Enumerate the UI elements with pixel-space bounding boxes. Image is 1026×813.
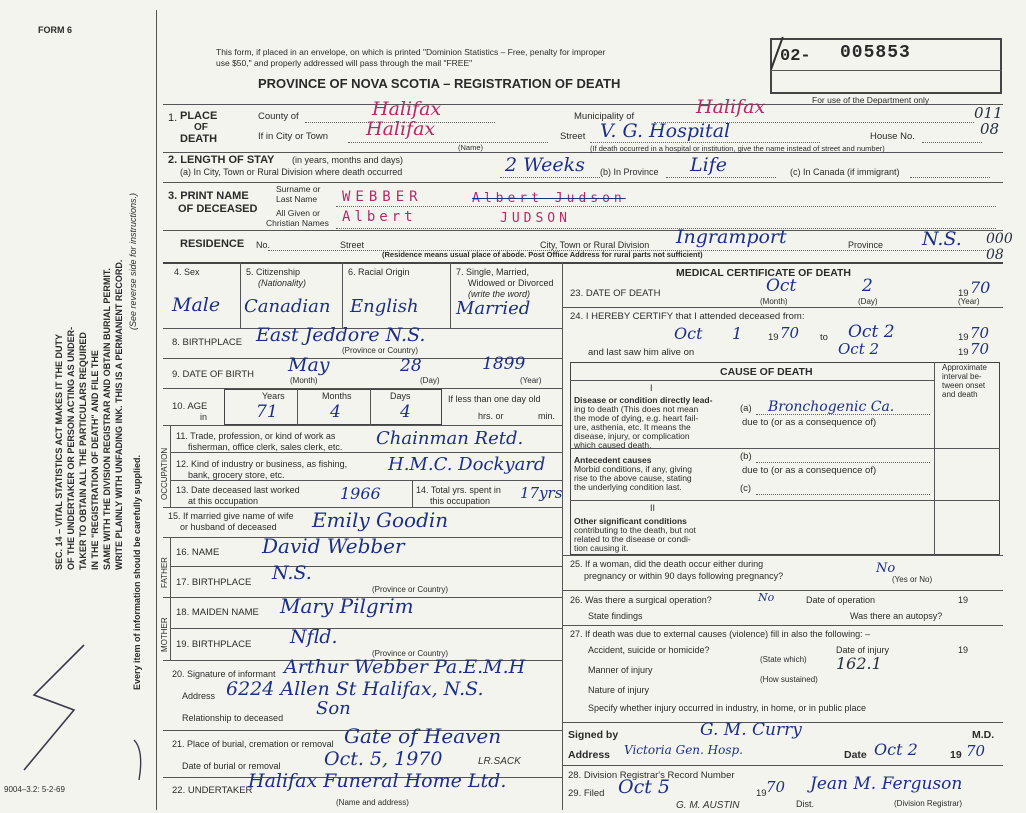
col-rule-c: [450, 262, 451, 328]
dept-code-4: 08: [986, 247, 1004, 263]
dob-day: 28: [400, 356, 422, 376]
death-date-label: 23. DATE OF DEATH: [570, 288, 661, 299]
father-birthplace-value: N.S.: [272, 562, 312, 584]
specify-label: Specify whether injury occurred in industry, in home, or in public place: [588, 703, 866, 713]
signature-address-value: Victoria Gen. Hosp.: [624, 743, 743, 757]
struck-name-value: Albert Judson: [472, 191, 626, 206]
stay-label: 2. LENGTH OF STAY: [168, 154, 275, 166]
months-label: Months: [322, 391, 352, 401]
last-saw-value: Oct 2: [838, 340, 880, 358]
surgery-date-label: Date of operation: [806, 595, 876, 605]
years-label: Years: [262, 391, 285, 401]
stay-a-line: [500, 177, 600, 178]
industry-value: H.M.C. Dockyard: [388, 454, 546, 475]
rule-r-27: [562, 625, 1003, 626]
burial-date-value: Oct. 5, 1970: [324, 748, 443, 770]
name-label-2: OF DECEASED: [178, 203, 258, 215]
last-worked-label-2: at this occupation: [188, 496, 259, 506]
parent-side-rule: [170, 537, 171, 661]
registrar-signature: Jean M. Ferguson: [810, 774, 963, 794]
burial-place-label: 21. Place of burial, cremation or removal: [172, 739, 334, 749]
spouse-label: 15. If married give name of wife: [168, 511, 294, 521]
occupation-side-label: OCCUPATION: [160, 447, 169, 500]
spouse-label-2: or husband of deceased: [180, 522, 277, 532]
informant-label: 20. Signature of informant: [172, 669, 276, 679]
signature-date-value: Oct 2: [874, 740, 918, 759]
birthplace-value: East Jeddore N.S.: [256, 324, 426, 346]
other-label-2: contributing to the death, but not: [574, 525, 696, 535]
undertaker-sub: (Name and address): [336, 798, 409, 807]
form-number: FORM 6: [38, 25, 73, 35]
age-years: 71: [256, 402, 278, 422]
residence-city-value: Ingramport: [676, 226, 787, 248]
medical-title: MEDICAL CERTIFICATE OF DEATH: [676, 267, 851, 279]
county-value: Halifax: [372, 98, 442, 120]
mail-note-1: This form, if placed in an envelope, on which is printed "Dominion Statistics – Free, penalty for improper: [216, 47, 606, 57]
age-grid-v1: [297, 389, 298, 425]
dob-year-sub: (Year): [520, 376, 542, 385]
col-rule-a: [240, 262, 241, 328]
racial-value: English: [350, 296, 419, 317]
informant-address-label: Address: [182, 691, 216, 701]
min-label: min.: [538, 411, 556, 421]
father-birthplace-label: 17. BIRTHPLACE: [176, 577, 252, 588]
given-value-1: Albert: [342, 209, 417, 225]
trade-label: 11. Trade, profession, or kind of work as: [176, 431, 336, 441]
other-label-4: tion causing it.: [574, 543, 629, 553]
name-label-1: 3. PRINT NAME: [168, 190, 249, 202]
mother-side-label: MOTHER: [160, 617, 169, 652]
sex-value: Male: [172, 294, 221, 316]
street-label: Street: [560, 131, 586, 142]
pregnancy-label-2: pregnancy or within 90 days following pregnancy?: [584, 571, 784, 581]
surgery-label: 26. Was there a surgical operation?: [570, 595, 712, 605]
rule-name-top: [163, 182, 1003, 183]
father-side-label: FATHER: [160, 557, 169, 588]
father-birthplace-sub: (Province or Country): [372, 585, 449, 594]
death-date-year-prefix: 19: [958, 288, 969, 299]
occupation-side-rule: [170, 425, 171, 507]
father-name-label: 16. NAME: [176, 547, 220, 558]
death-year-sub: (Year): [958, 297, 980, 306]
dist-label: Dist.: [796, 799, 814, 809]
findings-label: State findings: [588, 611, 643, 621]
dept-code-3: 000: [986, 231, 1013, 247]
given-label: All Given or: [276, 208, 320, 218]
sidebar-line-8: Every item of information should be carefully supplied.: [132, 454, 142, 690]
residence-no-label: No.: [256, 240, 271, 250]
stay-a-label: (a) In City, Town or Rural Division where death occurred: [180, 167, 403, 177]
interval-label-3: tween onset: [942, 381, 986, 390]
industry-label: 12. Kind of industry or business, as fishing,: [176, 459, 348, 469]
disease-label-3: the mode of dying, e.g. heart fail-: [574, 413, 699, 423]
manner-code: 162.1: [836, 654, 882, 673]
rule-r-26: [562, 590, 1003, 591]
cause-c-line: [756, 494, 930, 495]
citizenship-value: Canadian: [244, 296, 331, 317]
total-years-label: 14. Total yrs. spent in: [416, 485, 501, 495]
marital-label-2: Widowed or Divorced: [468, 278, 554, 288]
certify-from-month: Oct: [674, 324, 703, 343]
birthplace-sub: (Province or Country): [342, 346, 419, 355]
stay-c-line: [910, 177, 990, 178]
cause-a-label: (a): [740, 403, 752, 414]
dob-month: May: [288, 354, 330, 376]
surname-value: WEBBER: [342, 189, 423, 205]
signature-address-label: Address: [568, 749, 611, 761]
certify-from-year-prefix: 19: [768, 332, 779, 343]
mail-note-2: use $50," and properly addressed will pass through the mail "FREE": [216, 58, 473, 68]
pregnancy-value: No: [876, 561, 896, 576]
total-years-label-2: this occupation: [430, 496, 491, 506]
rule-row-19: [170, 628, 562, 629]
cause-title-rule: [570, 380, 934, 381]
mother-birthplace-label: 19. BIRTHPLACE: [176, 639, 252, 650]
cause-b-line: [756, 462, 930, 463]
margin-pencil-mark: [14, 640, 164, 790]
external-label: 27. If death was due to external causes (violence) fill in also the following: –: [570, 629, 871, 639]
city-line: [348, 142, 548, 143]
last-worked-label: 13. Date deceased last worked: [176, 485, 300, 495]
relationship-value: Son: [316, 698, 351, 719]
stay-b-value: Life: [690, 154, 727, 176]
given-label-2: Christian Names: [266, 218, 329, 228]
footer-form-code: 9004–3.2: 5-2-69: [4, 785, 65, 794]
sidebar-line-7: (See reverse side for instructions.): [128, 192, 138, 330]
rule-center-divider: [562, 262, 563, 810]
dept-use-label: For use of the Department only: [812, 95, 930, 105]
father-name-value: David Webber: [262, 534, 405, 558]
stay-sub: (in years, months and days): [292, 155, 404, 165]
injury-date-label: Date of injury: [836, 645, 890, 655]
surgery-year-prefix: 19: [958, 595, 969, 605]
undertaker-value: Halifax Funeral Home Ltd.: [248, 770, 507, 792]
dob-year: 1899: [482, 354, 526, 374]
interval-label-1: Approximate: [942, 363, 987, 372]
disease-label-5: disease, injury, or complication: [574, 431, 690, 441]
hospital-note: (If death occurred in a hospital or institution, give the name instead of street and number): [590, 144, 885, 153]
trade-value: Chainman Retd.: [376, 428, 524, 449]
citizenship-label: 5. Citizenship: [246, 267, 301, 277]
other-label-3: related to the disease or condi-: [574, 534, 691, 544]
signed-by-label: Signed by: [568, 729, 619, 741]
disease-label-6: which caused death.: [574, 440, 652, 450]
stay-b-label: (b) In Province: [600, 167, 659, 177]
filed-year: 70: [766, 778, 786, 796]
dept-code-2: 08: [980, 120, 1000, 138]
age-grid-v2: [370, 389, 371, 425]
residence-note: (Residence means usual place of abode. Post Office Address for rural parts not sufficient): [382, 250, 703, 259]
injury-year-prefix: 19: [958, 645, 969, 655]
residence-province-value: N.S.: [922, 228, 962, 250]
hrs-label: hrs. or: [478, 411, 504, 421]
given-value-2: JUDSON: [500, 211, 571, 226]
signature-year-value: 70: [966, 742, 986, 760]
reg-box-divider: [770, 70, 1002, 71]
cause-a-value: Bronchogenic Ca.: [768, 399, 895, 415]
sidebar-line-1: SEC. 14 – VITAL STATISTICS ACT MAKES IT THE DUTY: [54, 333, 64, 570]
certify-from-day: 1: [732, 324, 743, 343]
burial-place-value: Gate of Heaven: [344, 724, 502, 748]
cause-rule-ii: [570, 500, 1000, 501]
county-label: County of: [258, 111, 299, 122]
given-line: [336, 228, 996, 229]
rule-r-28: [562, 765, 1003, 766]
death-date-day: 2: [862, 276, 873, 296]
street-value: V. G. Hospital: [600, 120, 731, 142]
last-saw-label: and last saw him alive on: [588, 347, 695, 358]
interval-label-4: and death: [942, 390, 978, 399]
rule-r-25: [562, 555, 1003, 556]
certify-label: 24. I HEREBY CERTIFY that I attended deceased from:: [570, 311, 805, 322]
house-label: House No.: [870, 131, 915, 142]
registrar-sub: (Division Registrar): [894, 799, 963, 808]
municipality-label: Municipality of: [574, 111, 635, 122]
city-value: Halifax: [366, 118, 436, 140]
place-of-label: OF: [194, 122, 208, 133]
rule-body-top: [163, 262, 1003, 264]
disease-label-2: ing to death (This does not mean: [574, 404, 699, 414]
other-label-1: Other significant conditions: [574, 516, 687, 526]
signed-by-value: G. M. Curry: [700, 720, 802, 740]
citizenship-sub: (Nationality): [258, 278, 307, 288]
death-date-year: 70: [970, 278, 991, 297]
last-saw-year: 70: [970, 340, 990, 358]
cause-interval-rule: [934, 362, 935, 555]
death-day-sub: (Day): [858, 297, 878, 306]
residence-street-label: Street: [340, 240, 365, 250]
place-death-label: DEATH: [180, 133, 218, 145]
certify-to-label: to: [820, 332, 828, 343]
mother-maiden-label: 18. MAIDEN NAME: [176, 607, 259, 618]
pregnancy-sub: (Yes or No): [892, 575, 933, 584]
surname-label-2: Last Name: [276, 194, 318, 204]
pregnancy-label-1: 25. If a woman, did the death occur either during: [570, 559, 764, 569]
burial-date-label: Date of burial or removal: [182, 761, 281, 771]
how-sustained-sub: (How sustained): [760, 675, 818, 684]
marital-label: 7. Single, Married,: [456, 267, 530, 277]
cause-title: CAUSE OF DEATH: [720, 366, 813, 378]
residence-city-label: City, Town or Rural Division: [540, 240, 650, 250]
last-saw-year-prefix: 19: [958, 347, 969, 358]
mother-birthplace-sub: (Province or Country): [372, 649, 449, 658]
signature-year-prefix: 19: [950, 749, 962, 761]
death-month-sub: (Month): [760, 297, 788, 306]
industry-label-2: bank, grocery store, etc.: [188, 470, 285, 480]
residence-label: RESIDENCE: [180, 238, 245, 250]
record-number-label: 28. Division Registrar's Record Number: [568, 770, 735, 781]
surname-line: [336, 206, 996, 207]
informant-address-value: 6224 Allen St Halifax, N.S.: [226, 678, 484, 700]
residence-province-label: Province: [848, 240, 884, 250]
rule-row-17: [170, 566, 562, 567]
dob-month-sub: (Month): [290, 376, 318, 385]
surname-label: Surname or: [276, 184, 321, 194]
reg-number: 005853: [840, 43, 911, 63]
signature-date-label: Date: [844, 749, 867, 761]
marital-value: Married: [456, 298, 531, 319]
stay-a-value: 2 Weeks: [505, 154, 585, 176]
trade-label-2: fisherman, office clerk, sales clerk, etc.: [188, 442, 343, 452]
sidebar-line-3: TAKER TO OBTAIN ALL THE PARTICULARS REQUIRED: [78, 332, 88, 570]
state-which-sub: (State which): [760, 655, 807, 664]
cause-c-label: (c): [740, 483, 752, 494]
days-label: Days: [390, 391, 411, 401]
house-line: [922, 142, 982, 143]
racial-label: 6. Racial Origin: [348, 267, 410, 277]
rule-13-14: [412, 480, 413, 507]
manner-label: Manner of injury: [588, 665, 653, 675]
md-label: M.D.: [972, 729, 995, 741]
certify-to-year-prefix: 19: [958, 332, 969, 343]
less-than-day-label: If less than one day old: [448, 394, 541, 404]
birthplace-label: 8. BIRTHPLACE: [172, 337, 243, 348]
age-months: 4: [330, 402, 341, 422]
municipality-value: Halifax: [696, 96, 766, 118]
burial-initials: LR.SACK: [478, 756, 521, 767]
dept-code-1: 011: [974, 104, 1003, 122]
place-num: 1.: [168, 112, 178, 124]
city-name-sub: (Name): [458, 143, 484, 152]
cause-part-two: II: [650, 503, 656, 513]
last-worked-value: 1966: [340, 484, 381, 503]
city-label: If in City or Town: [258, 131, 329, 142]
sidebar-line-5: SAME WITH THE DIVISION REGISTRAR AND OBTAIN BURIAL PERMIT.: [102, 268, 112, 570]
spouse-value: Emily Goodin: [312, 508, 449, 532]
sidebar-line-4: IN THE "REGISTRATION OF DEATH" AND FILE THE: [90, 350, 100, 570]
rule-row-11: [163, 425, 562, 426]
accident-label: Accident, suicide or homicide?: [588, 645, 710, 655]
antecedent-label-1: Antecedent causes: [574, 455, 652, 465]
sidebar-line-6: WRITE PLAINLY WITH UNFADING INK. THIS IS A PERMANENT RECORD.: [114, 259, 124, 570]
antecedent-label-4: the underlying condition last.: [574, 482, 682, 492]
age-days: 4: [400, 402, 411, 422]
certify-from-year: 70: [780, 324, 800, 342]
mother-maiden-value: Mary Pilgrim: [280, 594, 414, 618]
form-title: PROVINCE OF NOVA SCOTIA – REGISTRATION OF DEATH: [258, 76, 621, 91]
reg-prefix: 02-: [780, 47, 811, 66]
austin-stamp: G. M. AUSTIN: [676, 800, 740, 811]
surgery-value: No: [758, 591, 775, 604]
undertaker-label: 22. UNDERTAKER: [172, 785, 253, 796]
antecedent-label-2: Morbid conditions, if any, giving: [574, 464, 692, 474]
cause-part-one: I: [650, 383, 653, 393]
relationship-label: Relationship to deceased: [182, 713, 284, 723]
informant-value: Arthur Webber Pa.E.M.H: [284, 656, 526, 678]
mother-birthplace-value: Nfld.: [290, 626, 338, 648]
street-line: [590, 142, 820, 143]
cause-due-to-2: due to (or as a consequence of): [742, 465, 877, 476]
disease-label-1: Disease or condition directly lead-: [574, 395, 713, 405]
dob-label: 9. DATE OF BIRTH: [172, 369, 254, 380]
col-rule-b: [342, 262, 343, 328]
antecedent-label-3: rise to the above cause, stating: [574, 473, 692, 483]
total-years-value: 17yrs: [520, 484, 563, 502]
filed-value: Oct 5: [618, 776, 670, 798]
death-date-month: Oct: [766, 276, 797, 296]
stay-c-label: (c) In Canada (if immigrant): [790, 167, 900, 177]
cause-b-label: (b): [740, 451, 752, 462]
nature-label: Nature of injury: [588, 685, 650, 695]
certify-to-year: 70: [970, 324, 990, 342]
autopsy-label: Was there an autopsy?: [850, 611, 943, 621]
sidebar-line-2: OF THE UNDERTAKER OR PERSON ACTING AS UNDER-: [66, 326, 76, 570]
stay-b-line: [666, 177, 776, 178]
place-label: PLACE: [180, 110, 218, 122]
rule-residence-top: [163, 230, 1003, 231]
rule-r-24: [562, 307, 1003, 308]
age-label: 10. AGE: [172, 401, 208, 412]
sex-label: 4. Sex: [174, 267, 200, 277]
certify-to-value: Oct 2: [848, 322, 895, 342]
cause-due-to-1: due to (or as a consequence of): [742, 417, 877, 428]
age-in: in: [200, 412, 208, 422]
filed-year-prefix: 19: [756, 788, 767, 799]
marital-label-3: (write the word): [468, 289, 531, 299]
disease-label-4: ure, asthenia, etc. It means the: [574, 422, 691, 432]
interval-label-2: interval be-: [942, 372, 982, 381]
filed-label: 29. Filed: [568, 788, 605, 799]
dob-day-sub: (Day): [420, 376, 440, 385]
